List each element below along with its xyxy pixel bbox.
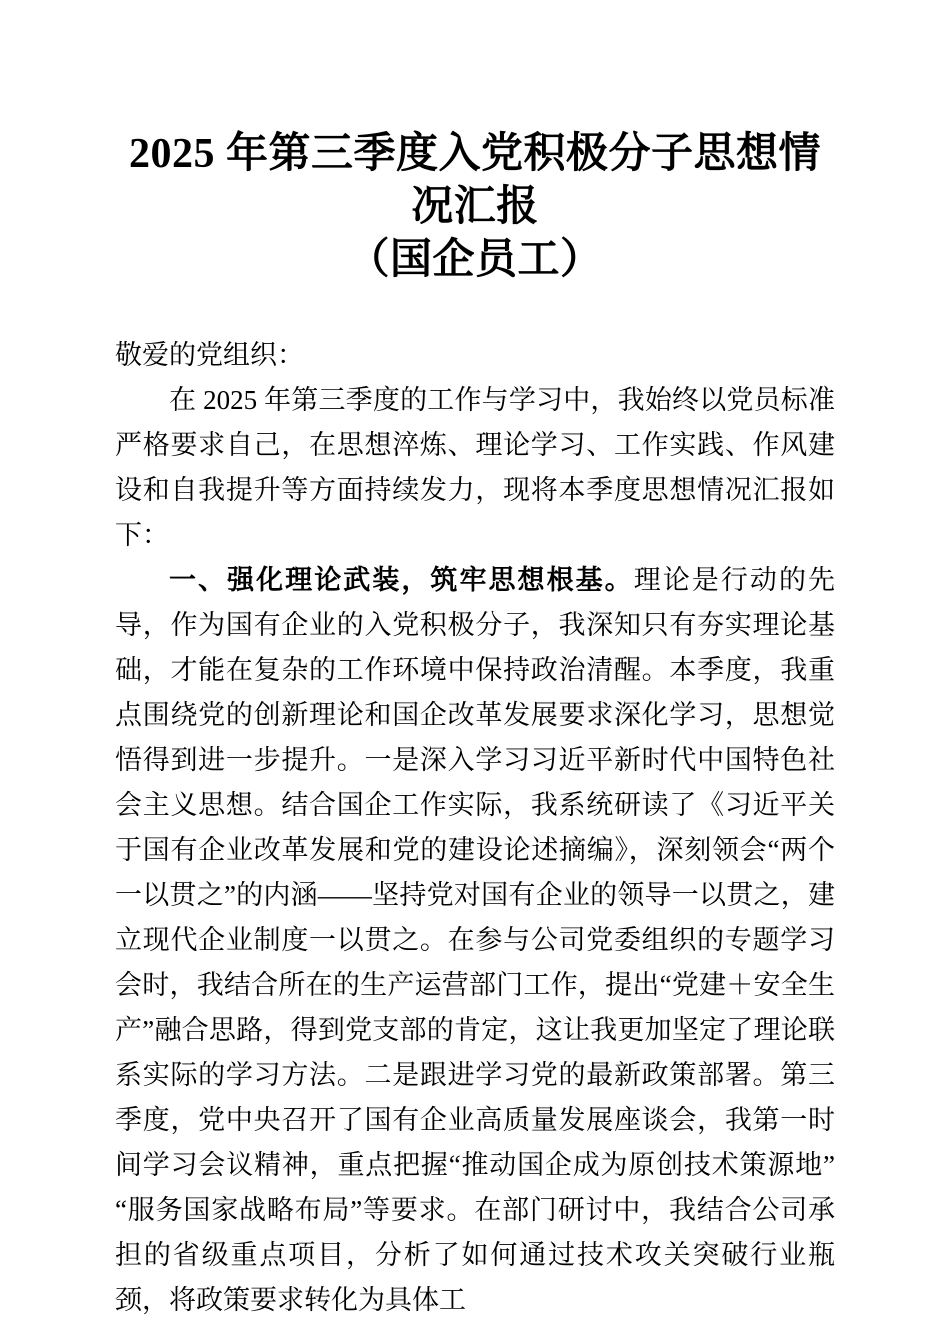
salutation: 敬爱的党组织：	[115, 340, 304, 370]
document-title-line-2: （国企员工）	[347, 237, 603, 283]
document-title-line-1: 2025 年第三季度入党积极分子思想情况汇报	[128, 131, 821, 230]
section-1-heading: 一、强化理论武装，筑牢思想根基。	[169, 565, 634, 595]
document-title	[115, 128, 835, 287]
section-1-text: 理论是行动的先导，作为国有企业的入党积极分子，我深知只有夯实理论基础，才能在复杂的工作环境中保持政治清醒。本季度，我重点围绕党的创新理论和国企改革发展要求深化学习，思想觉悟得到进一步提升。一是深入学习习近平新时代中国特色社会主义思想。结合国企工作实际，我系统研读了《习近平关于国有企业改革发展和党的建设论述摘编》，深刻领会“两个一以贯之”的内涵——坚持党对国有企业的领导一以贯之，建立现代企业制度一以贯之。在参与公司党委组织的专题学习会时，我结合所在的生产运营部门工作，提出“党建＋安全生产”融合思路，得到党支部的肯定，这让我更加坚定了理论联系实际的学习方法。二是跟进学习党的最新政策部署。第三季度，党中央召开了国有企业高质量发展座谈会，我第一时间学习会议精神，重点把握“推动国企成为原创技术策源地”“服务国家战略布局”等要求。在部门研讨中，我结合公司承担的省级重点项目，分析了如何通过技术攻关突破行业瓶颈，将政策要求转化为具体工	[115, 565, 836, 1315]
document-body	[115, 333, 835, 1323]
paragraph-intro: 在 2025 年第三季度的工作与学习中，我始终以党员标准严格要求自己，在思想淬炼、理论学习、工作实践、作风建设和自我提升等方面持续发力，现将本季度思想情况汇报如下：	[115, 385, 835, 550]
paragraph-section-1	[115, 558, 835, 1323]
